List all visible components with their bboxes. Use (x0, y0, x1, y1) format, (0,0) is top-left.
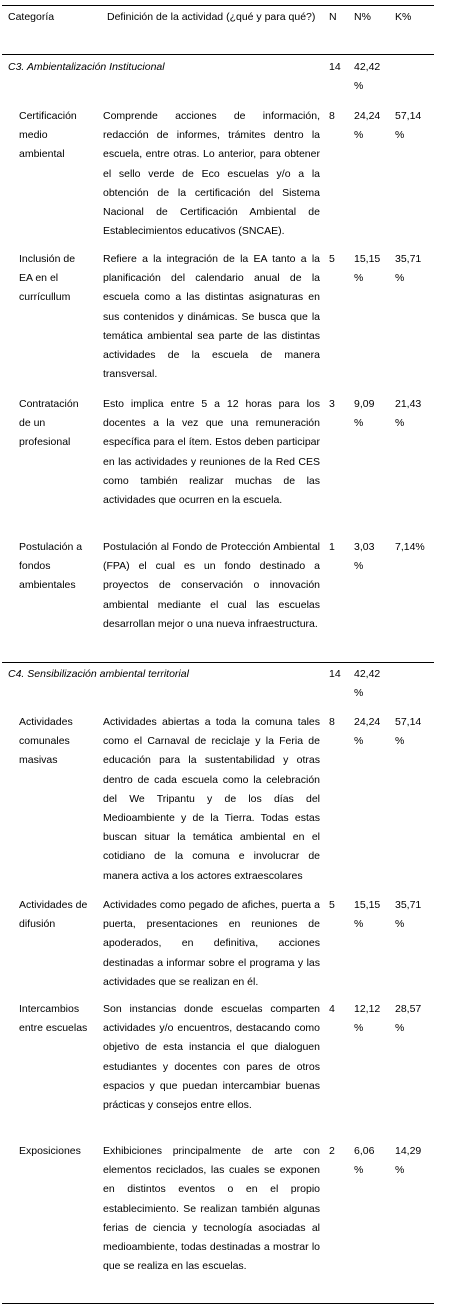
row-kpct: 57,14 % (395, 716, 422, 748)
row-categoria: Actividades de difusión (19, 899, 88, 931)
row-n: 3 (329, 398, 335, 410)
row-kpct: 35,71 % (395, 253, 422, 285)
row-definicion: Son instancias donde escuelas comparten actividades y/o encuentros, destacando como objetivo de esta instancia el que dialoguen estudiantes y docentes con pares de otros espacios y que puedan intercambiar buenas prácticas y consejos entre ellos. (103, 1003, 320, 1112)
row-categoria: Intercambios entre escuelas (19, 1003, 88, 1035)
row-definicion: Refiere a la integración de la EA tanto a la planificación del calendario anual de la escuela como a las distintas asignaturas en sus contenidos y dinámicas. Se busca que la temática ambiental sea parte de las distintas actividades de la escuela de manera transversal. (103, 253, 320, 381)
header-npct: N% (354, 11, 371, 23)
row-npct: 6,06 % (354, 1145, 375, 1177)
table-top-rule (2, 5, 434, 6)
row-categoria: Exposiciones (19, 1145, 81, 1157)
row-n: 5 (329, 899, 335, 911)
section-title: C3. Ambientalización Institucional (8, 61, 165, 73)
row-definicion: Comprende acciones de información, redacción de informes, trámites dentro la escuela, entre otras. Lo anterior, para obtener el sello verde de Eco escuelas y/o a la obtención de la certificación del Sistema Nacional de Certificación Ambiental de Establecimientos educativos (SNCAE). (103, 110, 320, 238)
row-categoria: Actividades comunales masivas (19, 716, 73, 767)
row-npct: 24,24 % (354, 110, 381, 142)
row-npct: 24,24 % (354, 716, 381, 748)
section-title: C4. Sensibilización ambiental territorial (8, 668, 189, 680)
row-definicion: Actividades como pegado de afiches, puerta a puerta, presentaciones en reuniones de apoderados, en definitiva, acciones destinadas a informar sobre el programa y las actividades que se realizan en él. (103, 899, 320, 988)
row-kpct: 21,43 % (395, 398, 422, 430)
section-n: 14 (329, 61, 341, 73)
section-c4-rule (2, 662, 434, 663)
header-kpct: K% (395, 11, 412, 23)
row-definicion: Exhibiciones principalmente de arte con elementos reciclados, las cuales se exponen en distintos eventos o en el propio establecimiento. Se realizan también algunas ferias de ciencia y tecnología asociadas al medioambiente, todas destinadas a mostrar lo que se realiza en las escuelas. (103, 1145, 320, 1273)
header-categoria: Categoría (8, 11, 55, 23)
row-n: 8 (329, 716, 335, 728)
row-npct: 9,09 % (354, 398, 375, 430)
row-n: 1 (329, 541, 335, 553)
row-n: 4 (329, 1003, 335, 1015)
row-definicion: Esto implica entre 5 a 12 horas para los docentes a la vez que una remuneración específica para el ítem. Estos deben participar en las actividades y reuniones de la Red CES como también realizar muchas de las actividades que ocurren en la escuela. (103, 398, 320, 507)
row-categoria: Contratación de un profesional (19, 398, 79, 449)
row-npct: 15,15 % (354, 253, 381, 285)
row-kpct: 28,57 % (395, 1003, 422, 1035)
row-kpct: 35,71 % (395, 899, 422, 931)
row-definicion: Actividades abiertas a toda la comuna tales como el Carnaval de reciclaje y la Feria de educación para la sustentabilidad y otras dentro de cada escuela como la celebración del We Tripantu y de los días del Medioambiente y de la Tierra. Todas estas buscan situar la temática ambiental en el cotidiano de la comuna e involucrar de manera activa a los actores extraescolares (103, 716, 320, 882)
row-npct: 15,15 % (354, 899, 381, 931)
table-bottom-rule (2, 1303, 434, 1304)
row-definicion: Postulación al Fondo de Protección Ambiental (FPA) el cual es un fondo destinado a proyectos de conservación o innovación ambiental mediante el cual las escuelas desarrollan mejor o una nueva infraestructura. (103, 541, 320, 630)
section-npct: 42,42 % (354, 668, 381, 700)
row-categoria: Certificación medio ambiental (19, 110, 77, 161)
header-n: N (329, 11, 337, 23)
header-definicion: Definición de la actividad (¿qué y para qué?) (107, 11, 316, 23)
row-kpct: 57,14 % (395, 110, 422, 142)
row-kpct: 14,29 % (395, 1145, 422, 1177)
row-categoria: Inclusión de EA en el currícullum (19, 253, 76, 304)
row-npct: 12,12 % (354, 1003, 381, 1035)
section-c3-rule (2, 54, 434, 55)
row-kpct: 7,14% (395, 541, 425, 553)
section-n: 14 (329, 668, 341, 680)
row-n: 5 (329, 253, 335, 265)
row-n: 8 (329, 110, 335, 122)
section-npct: 42,42 % (354, 61, 381, 93)
row-n: 2 (329, 1145, 335, 1157)
row-categoria: Postulación a fondos ambientales (19, 541, 83, 592)
row-npct: 3,03 % (354, 541, 375, 573)
